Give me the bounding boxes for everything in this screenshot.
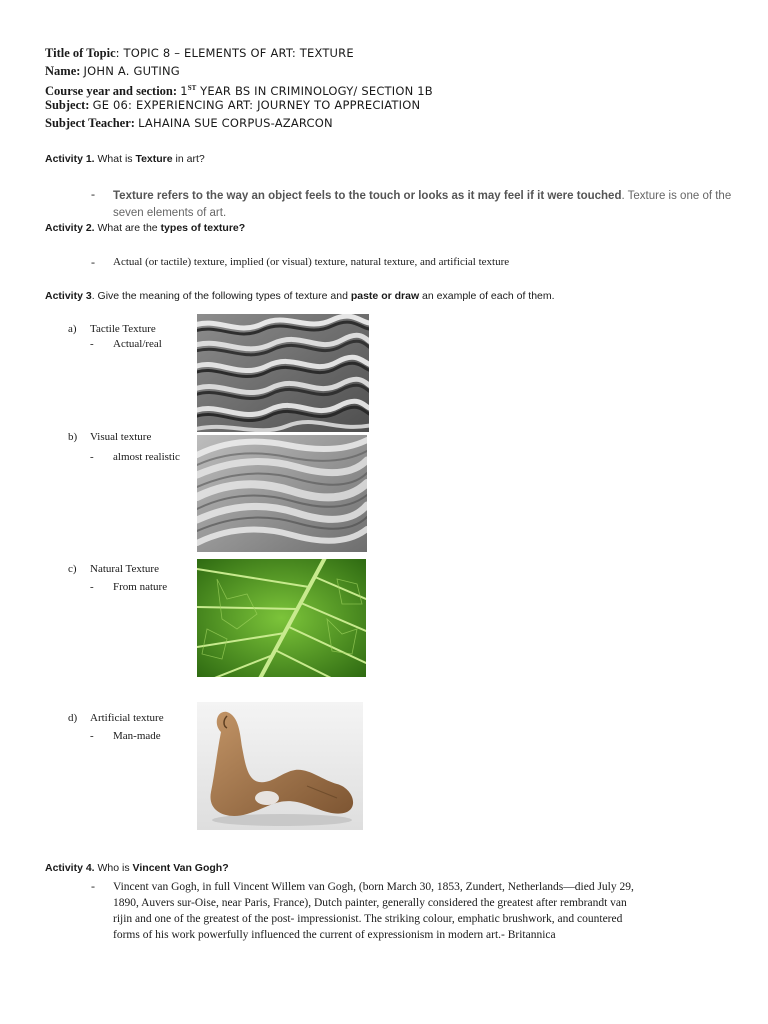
item-d-letter: d) [68, 712, 78, 724]
topic-value: : TOPIC 8 – ELEMENTS OF ART: TEXTURE [115, 46, 354, 60]
activity4-q-pre: Who is [94, 862, 133, 874]
subject-line [45, 97, 420, 113]
activity4-line-3: rijin and one of the greatest of the post- impressionist. The striking colour, emphatic brushwork, and countered [113, 913, 623, 925]
activity4-answer [113, 879, 728, 943]
activity2-q-pre: What are the [94, 222, 161, 234]
activity2-answer: Actual (or tactile) texture, implied (or visual) texture, natural texture, and artificial texture [113, 256, 510, 268]
activity1-question [45, 153, 205, 165]
activity2-question [45, 222, 245, 234]
item-c-title: Natural Texture [90, 563, 159, 575]
course-value-num: 1 [180, 84, 188, 99]
activity1-q-pre: What is [94, 153, 136, 165]
activity3-q-post: an example of each of them. [419, 290, 555, 302]
activity1-q-bold: Texture [135, 153, 173, 165]
item-a-dash: - [90, 338, 94, 350]
artificial-texture-image [197, 702, 363, 830]
item-b-dash: - [90, 451, 94, 463]
item-a-title: Tactile Texture [90, 323, 156, 335]
activity4-question [45, 862, 229, 874]
activity4-label: Activity 4. [45, 862, 95, 874]
item-b-desc: almost realistic [113, 451, 180, 463]
course-value-sup: ST [187, 84, 197, 92]
activity1-label: Activity 1. [45, 153, 95, 165]
activity3-q-pre: . Give the meaning of the following types of texture and [91, 290, 351, 302]
activity1-dash: - [91, 187, 95, 201]
activity4-dash: - [91, 879, 95, 893]
natural-texture-image [197, 559, 366, 677]
activity4-q-bold: Vincent Van Gogh? [132, 862, 229, 874]
subject-label: Subject: [45, 98, 90, 112]
activity3-q-bold: paste or draw [350, 290, 420, 302]
item-a-desc: Actual/real [113, 338, 162, 350]
activity2-q-bold: types of texture? [160, 222, 246, 234]
topic-label: Title of Topic [45, 46, 116, 60]
item-d-dash: - [90, 730, 94, 742]
item-c-desc: From nature [113, 581, 168, 593]
subject-value: GE 06: EXPERIENCING ART: JOURNEY TO APPRECIATION [92, 98, 421, 112]
item-b-letter: b) [68, 431, 78, 443]
course-value-rest: YEAR BS IN CRIMINOLOGY/ SECTION 1B [196, 84, 433, 99]
name-value: JOHN A. GUTING [83, 64, 180, 78]
activity1-answer-rest: . Texture is one of the seven elements of art. [113, 190, 732, 219]
name-label: Name: [45, 64, 81, 78]
activity3-question [45, 290, 555, 302]
item-c-dash: - [90, 581, 94, 593]
activity2-label: Activity 2. [45, 222, 95, 234]
activity4-line-1: Vincent van Gogh, in full Vincent Willem van Gogh, (born March 30, 1853, Zundert, Netherlands—died July 29, [113, 881, 634, 893]
name-line [45, 63, 180, 79]
tactile-texture-image [197, 314, 369, 432]
activity3-label: Activity 3 [45, 290, 92, 302]
teacher-line [45, 115, 333, 131]
item-c-letter: c) [68, 563, 77, 575]
item-a-letter: a) [68, 323, 77, 335]
activity4-line-2: 1890, Auvers sur-Oise, near Paris, France), Dutch painter, generally considered the greatest after rembrandt van [113, 897, 627, 909]
item-d-desc: Man-made [113, 730, 161, 742]
item-b-title: Visual texture [90, 431, 152, 443]
teacher-value: LAHAINA SUE CORPUS-AZARCON [138, 116, 333, 130]
visual-texture-image [197, 435, 367, 552]
item-d-title: Artificial texture [90, 712, 164, 724]
topic-line [45, 45, 354, 61]
activity4-line-4: forms of his work powerfully influenced the current of expressionism in modern art.- Britannica [113, 929, 556, 941]
teacher-label: Subject Teacher: [45, 116, 135, 130]
activity1-answer-bold: Texture refers to the way an object feels to the touch or looks as it may feel if it were touched [113, 190, 622, 202]
activity1-answer [113, 188, 733, 222]
course-label: Course year and section: [45, 84, 178, 99]
activity1-q-post: in art? [172, 153, 205, 165]
activity2-dash: - [91, 255, 95, 269]
